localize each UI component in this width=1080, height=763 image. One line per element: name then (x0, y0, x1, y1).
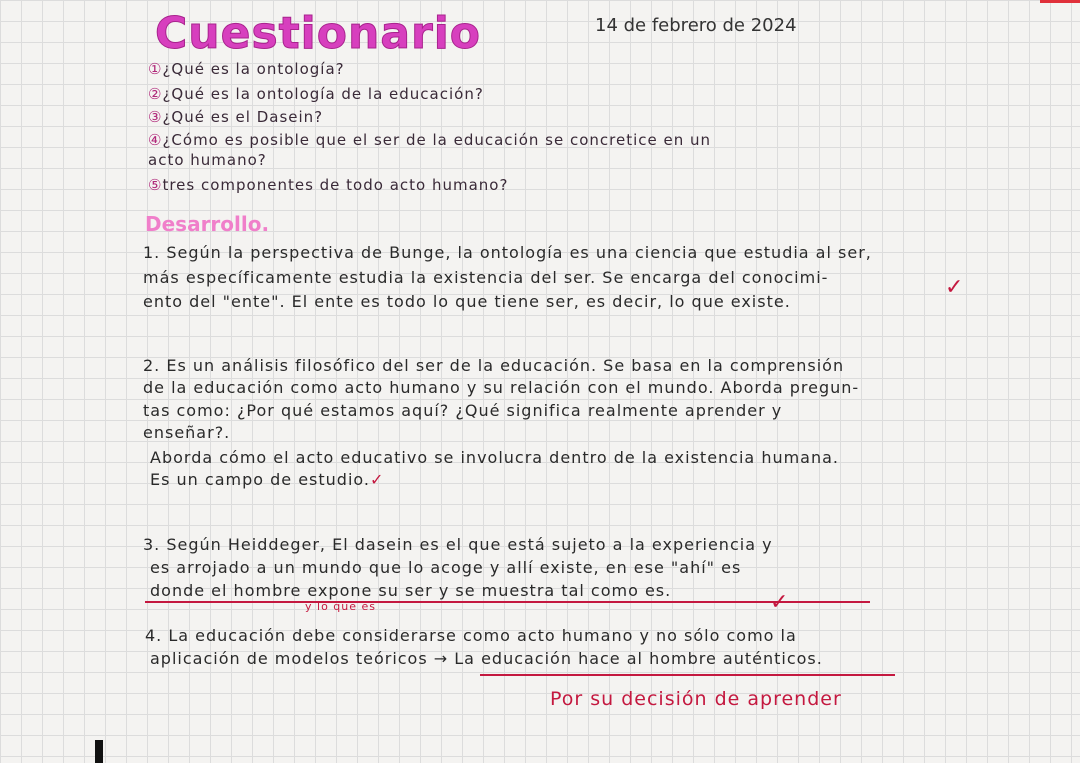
question-text: acto humano? (148, 151, 267, 169)
section-heading: Desarrollo. (145, 212, 270, 236)
question-number: ② (148, 85, 163, 103)
question-number: ④ (148, 131, 163, 149)
answer-2-line: 2. Es un análisis filosófico del ser de la educación. Se basa en la comprensión (143, 356, 845, 375)
question-text: ¿Qué es el Dasein? (162, 108, 324, 126)
question-text: ¿Qué es la ontología? (162, 60, 345, 78)
question-4-cont (148, 151, 267, 169)
question-text: ¿Qué es la ontología de la educación? (162, 85, 484, 103)
question-number: ① (148, 60, 163, 78)
question-2 (148, 85, 484, 103)
answer-3-line: 3. Según Heiddeger, El dasein es el que está sujeto a la experiencia y (143, 535, 773, 554)
answer-4-line: aplicación de modelos teóricos → La educación hace al hombre auténticos. (150, 649, 823, 668)
answer-2-line: de la educación como acto humano y su relación con el mundo. Aborda pregun- (143, 378, 860, 397)
date: 14 de febrero de 2024 (595, 15, 797, 36)
red-edge-mark (1040, 0, 1080, 3)
underline (145, 601, 870, 603)
underline (480, 674, 895, 676)
answer-1-line: ento del "ente". El ente es todo lo que tiene ser, es decir, lo que existe. (143, 292, 791, 311)
question-4 (148, 131, 711, 149)
dark-edge-mark (95, 740, 103, 763)
question-number: ⑤ (148, 176, 163, 194)
question-text: tres componentes de todo acto humano? (162, 176, 509, 194)
answer-4-line: 4. La educación debe considerarse como acto humano y no sólo como la (145, 626, 797, 645)
page-title: Cuestionario (155, 8, 482, 59)
answer-2-line: enseñar?. (143, 423, 231, 442)
answer-2-line: Aborda cómo el acto educativo se involucra dentro de la existencia humana. (150, 448, 840, 467)
answer-1-line: más específicamente estudia la existencia del ser. Se encarga del conocimi- (143, 268, 829, 287)
answer-1-line: 1. Según la perspectiva de Bunge, la ontología es una ciencia que estudia al ser, (143, 243, 872, 262)
question-text: ¿Cómo es posible que el ser de la educación se concretice en un (162, 131, 712, 149)
answer-2-line: tas como: ¿Por qué estamos aquí? ¿Qué significa realmente aprender y (143, 401, 783, 420)
answer-3-line: es arrojado a un mundo que lo acoge y allí existe, en ese "ahí" es (150, 558, 742, 577)
check-mark: ✓ (770, 590, 789, 615)
annotation: y lo que es (305, 600, 377, 613)
answer-3-line: donde el hombre expone su ser y se muestra tal como es. (150, 581, 672, 600)
question-5 (148, 176, 508, 194)
check-mark: ✓ (945, 275, 964, 300)
check-mark: ✓ (370, 470, 385, 489)
question-1 (148, 60, 345, 78)
question-number: ③ (148, 108, 163, 126)
question-3 (148, 108, 323, 126)
answer-2-line (150, 470, 384, 489)
annotation: Por su decisión de aprender (550, 688, 842, 710)
answer-text: Es un campo de estudio. (150, 470, 370, 489)
